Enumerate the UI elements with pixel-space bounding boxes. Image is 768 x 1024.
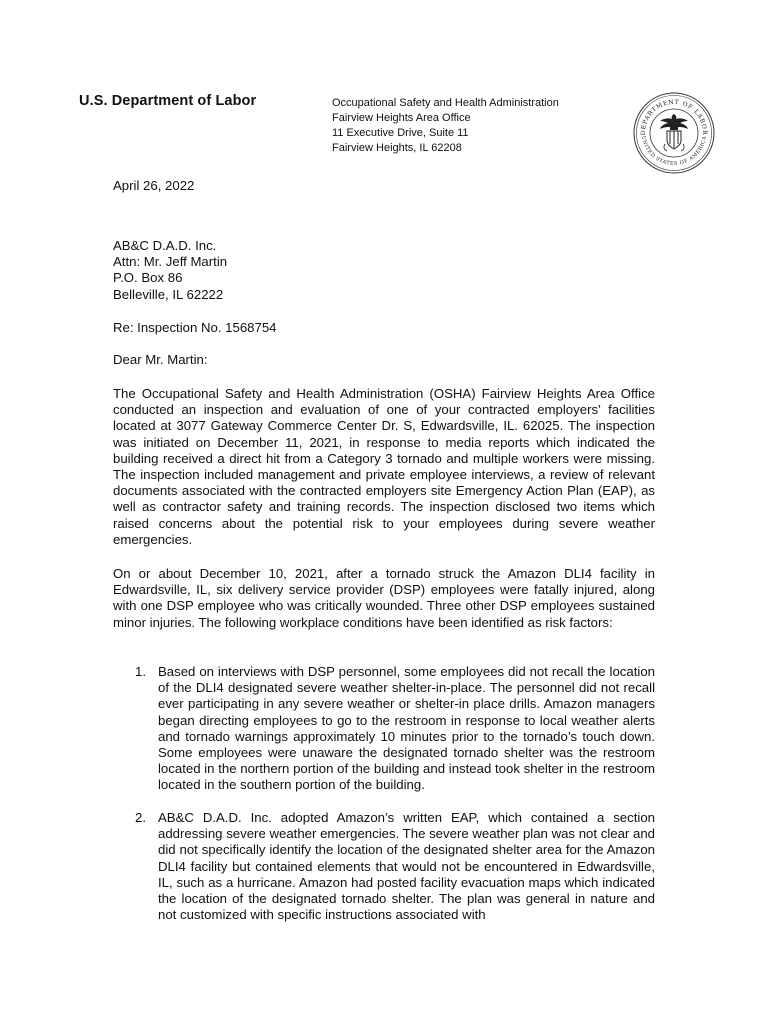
salutation: Dear Mr. Martin: [113,352,208,367]
recipient-address [113,238,655,303]
list-item-text: Based on interviews with DSP personnel, some employees did not recall the location of the DLI4 designated severe weather shelter-in-place. The personnel did not recall ever participating in any severe weather or shelter-in place drills. Amazon managers began directing employees to go to the restroom in response to local weather alerts and tornado warnings approximately 10 minutes prior to the tornado’s touch down. Some employees were unaware the designated tornado shelter was the restroom located in the northern portion of the building and instead took shelter in the restroom located in the southern portion of the building. [158,664,655,793]
seal-bottom-text: UNITED STATES OF AMERICA [640,135,708,168]
recipient-line: P.O. Box 86 [113,270,183,286]
department-of-labor-seal [633,92,715,174]
paragraph: On or about December 10, 2021, after a tornado struck the Amazon DLI4 facility in Edwardsville, IL, six delivery service provider (DSP) employees were fatally injured, along with one DSP employee who was critically wounded. Three other DSP employees sustained minor injuries. The following workplace conditions have been identified as risk factors: [113,566,655,630]
office-line: 11 Executive Drive, Suite 11 [332,127,469,139]
recipient-line: Attn: Mr. Jeff Martin [113,254,228,270]
recipient-line: AB&C D.A.D. Inc. [113,238,217,253]
paragraph: The Occupational Safety and Health Administration (OSHA) Fairview Heights Area Office conducted an inspection and evaluation of one of your contracted employers’ facilities located at 3077 Gateway Commerce Center Dr. S, Edwardsville, IL. 62025. The inspection was initiated on December 11, 2021, in response to media reports which indicated the building received a direct hit from a Category 3 tornado and multiple workers were missing. The inspection included management and private employee interviews, a review of relevant documents associated with the contracted employers site Emergency Action Plan (EAP), as well as contractor safety and training records. The inspection disclosed two items which raised concerns about the potential risk to your employees during severe weather emergencies. [113,386,655,547]
re-line: Re: Inspection No. 1568754 [113,320,277,335]
office-address-block [332,96,559,156]
office-line: Fairview Heights, IL 62208 [332,142,462,154]
department-name: U.S. Department of Labor [79,93,257,109]
seal-top-text: DEPARTMENT OF LABOR [639,98,709,136]
list-item-number: 1. [135,664,146,679]
list-item-text: AB&C D.A.D. Inc. adopted Amazon’s written EAP, which contained a section addressing severe weather emergencies. The severe weather plan was not clear and did not specifically identify the location of the designated shelter area for the Amazon DLI4 facility but contained elements that would not be encountered in Edwardsville, IL, such as a hurricane. Amazon had posted facility evacuation maps which indicated the location of the designated tornado shelter. The plan was general in nature and not customized with specific instructions associated with [158,810,655,923]
office-line: Occupational Safety and Health Administration [332,97,559,109]
letter-date: April 26, 2022 [113,178,195,193]
list-item-number: 2. [135,810,146,825]
office-line: Fairview Heights Area Office [332,112,471,124]
eagle-icon [660,114,688,151]
recipient-line: Belleville, IL 62222 [113,286,224,302]
